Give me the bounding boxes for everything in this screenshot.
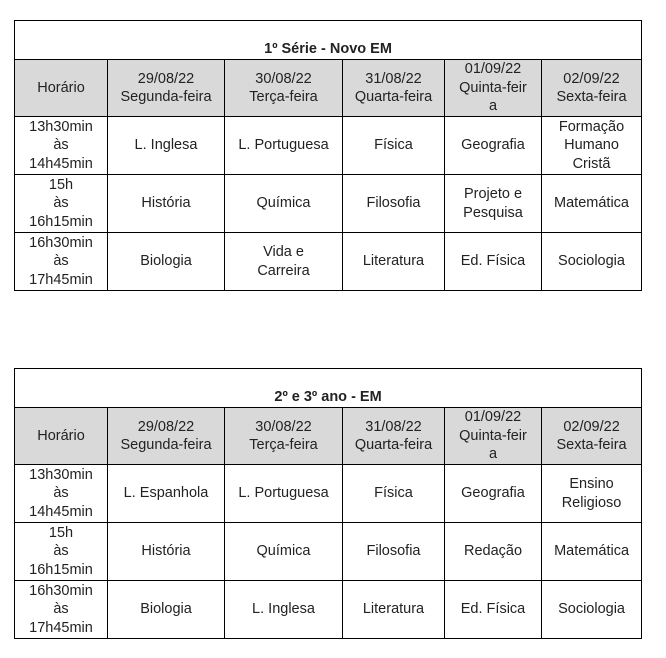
subject-cell <box>108 581 225 639</box>
subject-text: Biologia <box>140 253 192 270</box>
header-weekday: Segunda-feira <box>120 89 212 105</box>
subject-text: Religioso <box>561 494 622 511</box>
time-cell <box>15 465 108 523</box>
header-weekday: Quarta-feira <box>354 89 433 105</box>
header-day-friday <box>542 408 642 465</box>
table-title: 2º e 3º ano - EM <box>15 369 642 408</box>
subject-text: Cristã <box>572 155 611 172</box>
subject-cell <box>445 175 542 233</box>
subject-text: Matemática <box>554 543 630 560</box>
table-row <box>15 523 642 581</box>
header-date: 02/09/22 <box>563 418 620 435</box>
subject-text: História <box>141 543 191 560</box>
header-date: 29/08/22 <box>137 70 195 87</box>
header-date: 29/08/22 <box>137 418 195 435</box>
subject-cell <box>542 175 642 233</box>
subject-cell <box>225 233 343 291</box>
header-day-tuesday <box>225 408 343 465</box>
time-end: 17h45min <box>29 271 93 288</box>
subject-text: Geografia <box>461 137 525 154</box>
time-end: 16h15min <box>29 561 93 578</box>
subject-cell <box>343 523 445 581</box>
subject-cell <box>343 117 445 175</box>
subject-cell <box>542 523 642 581</box>
subject-cell <box>445 465 542 523</box>
header-weekday: Quinta-feir <box>459 427 527 444</box>
time-sep: às <box>53 195 69 212</box>
header-time-label: Horário <box>15 60 108 117</box>
subject-cell <box>108 233 225 291</box>
subject-text: Carreira <box>257 262 310 279</box>
header-date: 30/08/22 <box>255 70 312 87</box>
subject-text: L. Portuguesa <box>238 485 329 502</box>
subject-cell <box>343 233 445 291</box>
subject-cell <box>445 523 542 581</box>
header-weekday-wrap: a <box>488 98 498 115</box>
subject-cell <box>343 465 445 523</box>
table-title: 1º Série - Novo EM <box>15 21 642 60</box>
subject-text: Sociologia <box>558 601 625 618</box>
subject-text: Redação <box>463 543 523 560</box>
header-weekday: Quarta-feira <box>354 437 433 453</box>
subject-text: Física <box>374 137 413 154</box>
subject-text: Química <box>256 543 311 560</box>
header-day-wednesday <box>343 60 445 117</box>
time-cell <box>15 233 108 291</box>
subject-cell <box>225 581 343 639</box>
subject-text: Ensino <box>569 476 614 492</box>
header-weekday-wrap: a <box>488 446 498 463</box>
time-sep: às <box>53 543 69 560</box>
subject-text: Literatura <box>362 601 425 618</box>
time-start: 13h30min <box>29 118 93 135</box>
subject-text: Filosofia <box>366 195 421 212</box>
subject-cell <box>225 523 343 581</box>
header-day-wednesday <box>343 408 445 465</box>
header-row <box>15 60 642 117</box>
subject-text: L. Espanhola <box>123 485 209 502</box>
subject-text: Biologia <box>140 601 192 618</box>
subject-text: Literatura <box>362 253 425 270</box>
subject-text: Ed. Física <box>460 253 526 270</box>
subject-text: Pesquisa <box>463 204 523 221</box>
subject-cell <box>108 523 225 581</box>
subject-cell <box>108 175 225 233</box>
table-row <box>15 117 642 175</box>
header-date: 30/08/22 <box>255 418 312 435</box>
time-sep: às <box>53 137 69 154</box>
subject-text: Projeto e <box>463 186 523 202</box>
subject-cell <box>343 175 445 233</box>
subject-text: Filosofia <box>366 543 421 560</box>
time-start: 16h30min <box>29 234 93 251</box>
time-sep: às <box>53 485 69 502</box>
subject-text: Ed. Física <box>460 601 526 618</box>
time-cell <box>15 581 108 639</box>
header-weekday: Terça-feira <box>249 89 318 105</box>
subject-text: História <box>141 195 191 212</box>
subject-text: Sociologia <box>558 253 625 270</box>
time-end: 14h45min <box>29 155 93 172</box>
subject-text: Química <box>256 195 311 212</box>
header-weekday: Sexta-feira <box>556 89 627 105</box>
subject-cell <box>108 117 225 175</box>
subject-cell <box>445 581 542 639</box>
time-end: 17h45min <box>29 619 93 636</box>
header-weekday: Terça-feira <box>249 437 318 453</box>
time-sep: às <box>53 601 69 618</box>
subject-cell <box>445 117 542 175</box>
subject-cell <box>542 117 642 175</box>
time-end: 14h45min <box>29 503 93 520</box>
table-row <box>15 233 642 291</box>
time-cell <box>15 523 108 581</box>
table-row <box>15 581 642 639</box>
subject-cell <box>542 581 642 639</box>
table-row <box>15 175 642 233</box>
header-weekday: Sexta-feira <box>556 437 627 453</box>
schedule-table-1ª-serie <box>14 20 642 291</box>
header-date: 01/09/22 <box>464 409 522 426</box>
subject-text: L. Portuguesa <box>238 137 329 154</box>
subject-text: L. Inglesa <box>252 601 315 618</box>
table-row <box>15 465 642 523</box>
header-row <box>15 408 642 465</box>
header-time-label: Horário <box>15 408 108 465</box>
subject-text: Humano <box>564 137 619 154</box>
header-weekday: Quinta-feir <box>459 79 527 96</box>
header-day-monday <box>108 60 225 117</box>
subject-text: L. Inglesa <box>134 137 198 154</box>
subject-cell <box>225 175 343 233</box>
header-day-tuesday <box>225 60 343 117</box>
header-date: 02/09/22 <box>563 70 620 87</box>
time-start: 16h30min <box>29 582 93 599</box>
time-start: 15h <box>48 524 74 541</box>
subject-cell <box>108 465 225 523</box>
header-date: 01/09/22 <box>464 61 522 78</box>
header-date: 31/08/22 <box>365 70 422 87</box>
subject-cell <box>343 581 445 639</box>
header-date: 31/08/22 <box>365 418 422 435</box>
header-day-friday <box>542 60 642 117</box>
subject-cell <box>542 465 642 523</box>
subject-text: Vida e <box>263 244 304 260</box>
subject-text: Geografia <box>461 485 525 502</box>
header-day-thursday <box>445 408 542 465</box>
time-end: 16h15min <box>29 213 93 230</box>
subject-text: Matemática <box>554 195 629 212</box>
time-sep: às <box>53 253 69 270</box>
time-cell <box>15 117 108 175</box>
subject-cell <box>445 233 542 291</box>
time-start: 15h <box>48 176 74 193</box>
subject-text: Formação <box>558 118 625 135</box>
subject-cell <box>225 117 343 175</box>
subject-text: Física <box>374 485 413 502</box>
time-cell <box>15 175 108 233</box>
time-start: 13h30min <box>29 466 93 483</box>
header-day-monday <box>108 408 225 465</box>
header-weekday: Segunda-feira <box>120 437 212 453</box>
schedule-table-2-3-ano <box>14 368 642 639</box>
subject-cell <box>542 233 642 291</box>
subject-cell <box>225 465 343 523</box>
header-day-thursday <box>445 60 542 117</box>
